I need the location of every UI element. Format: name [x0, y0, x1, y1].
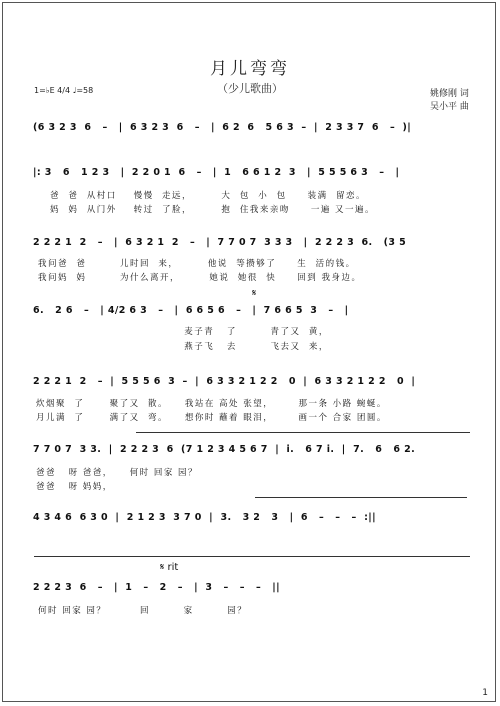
lyricist-credit: 姚修刚 词: [430, 89, 469, 99]
score-row-6-lyric-1: 爸爸 呀 爸爸， 何时 回家 园？: [36, 468, 199, 478]
score-row-4-lyric-2: 燕子飞 去 飞去又 来，: [33, 342, 329, 352]
page-frame: [2, 2, 496, 702]
score-row-5-lyric-2: 月儿满 了 满了又 弯。 想你时 蘸着 眼泪， 画一个 合家 团圆。: [36, 413, 387, 423]
score-row-5-lyric-1: 炊烟聚 了 聚了又 散。 我站在 高处 张望， 那一条 小路 蜿蜒。: [36, 399, 387, 409]
volta-bracket-line: [136, 432, 470, 433]
score-row-4-notes: 6. 2 6 – | 4/2 6 3 – | 6 6 5 6 – | 7 6 6 5 3 – |: [33, 305, 349, 316]
score-row-2-lyric-1: 爸 爸 从村口 慢慢 走远， 大 包 小 包 装满 留恋。: [50, 191, 367, 201]
score-row-2-lyric-2: 妈 妈 从门外 转过 了脸， 抱 住我来亲吻 一遍 又一遍。: [50, 205, 376, 215]
score-row-3-lyric-1: 我问爸 爸 儿时回 来， 他说 等攒够了 生 活的钱。: [38, 259, 356, 269]
song-subtitle: （少儿歌曲）: [217, 82, 283, 95]
score-row-2-notes: |: 3 6 1 2 3 | 2 2 0 1 6 – | 1 6 6 1 2 3 | 5 5 5 6 3 – |: [33, 167, 400, 178]
coda-bracket-line: [34, 556, 470, 557]
key-signature: 1=♭E 4/4 ♩=58: [34, 86, 94, 95]
score-row-8-notes: 2 2 2 3 6 – | 1 – 2 – | 3 – – – ||: [33, 582, 281, 593]
song-title: 月儿弯弯: [210, 59, 290, 79]
score-row-6-lyric-2: 爸爸 呀 妈妈，: [36, 482, 113, 492]
score-row-4-lyric-1: 麦子青 了 青了又 黄，: [33, 327, 329, 337]
score-row-3-lyric-2: 我问妈 妈 为什么离开， 她说 她很 快 回到 我身边。: [38, 273, 362, 283]
second-ending-bracket: [255, 497, 467, 498]
page-number: 1: [482, 688, 488, 698]
score-row-8-lyric-1: 何时 回家 园？ 回 家 园？: [38, 606, 248, 616]
rit-marking: 𝄋 rit: [160, 562, 179, 573]
score-row-1-notes: (6 3 2 3 6 – | 6 3 2 3 6 – | 6 2 6 5 6 3 – | 2 3 3 7 6 – )|: [33, 122, 412, 133]
segno-sign: 𝄋: [252, 288, 257, 299]
score-row-5-notes: 2 2 2 1 2 – | 5 5 5 6 3 – | 6 3 3 2 1 2 2 0 | 6 3 3 2 1 2 2 0 |: [33, 376, 416, 387]
score-row-6-notes: 7 7 0 7 3 3. | 2 2 2 3 6 (7 1 2 3 4 5 6 7 | i. 6 7 i. | 7. 6 6 2.: [33, 444, 416, 455]
score-row-3-notes: 2 2 2 1 2 – | 6 3 2 1 2 – | 7 7 0 7 3 3 3 | 2 2 2 3 6. (3 5: [33, 237, 407, 248]
composer-credit: 吴小平 曲: [430, 102, 469, 112]
score-row-7-notes: 4 3 4 6 6 3 0 | 2 1 2 3 3 7 0 | 3. 3 2 3 | 6 – – – :||: [33, 512, 377, 523]
